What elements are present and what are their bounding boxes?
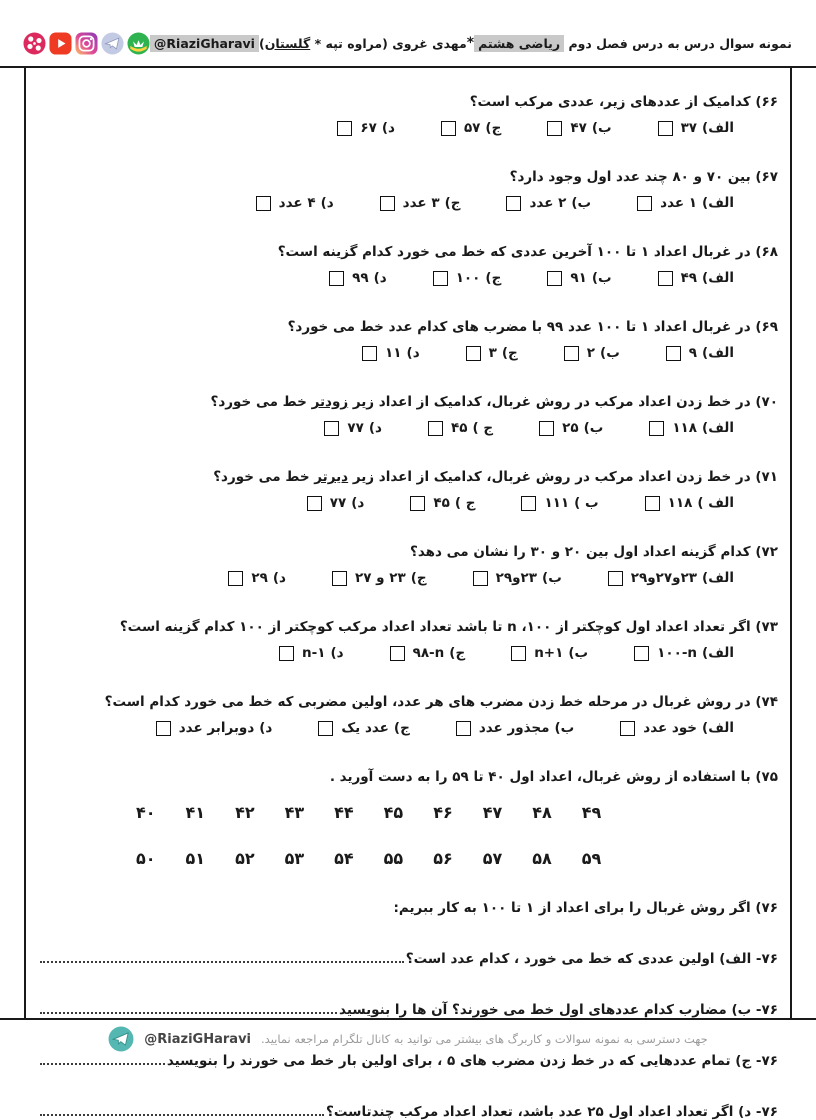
- sieve-number[interactable]: ۵۱: [185, 849, 206, 868]
- question-block: [36, 617, 778, 664]
- option-checkbox[interactable]: [473, 571, 488, 586]
- sieve-number[interactable]: ۵۲: [235, 849, 255, 868]
- option-checkbox[interactable]: [156, 721, 171, 736]
- option: [511, 645, 588, 661]
- question-text-part: ۷۲) کدام گزینه اعداد اول بین ۲۰ و ۳۰ را نشان می دهد؟: [409, 544, 778, 560]
- sieve-numbers-row-40-49: [136, 803, 601, 822]
- option: [608, 570, 734, 586]
- question-subitem: [36, 984, 778, 1018]
- subitem-text: ۷۶- د) اگر تعداد اعداد اول ۲۵ عدد باشد، تعداد اعداد مرکب چندتاست؟: [326, 1104, 778, 1120]
- option-checkbox[interactable]: [428, 421, 443, 436]
- sieve-number[interactable]: ۴۴: [334, 803, 354, 822]
- option: [666, 345, 734, 361]
- sieve-number[interactable]: ۴۷: [482, 803, 503, 822]
- option-value: ۴۵: [450, 420, 468, 436]
- option-value: ۳: [488, 345, 497, 361]
- option-value: ۲۳و۲۹: [495, 570, 538, 586]
- option-checkbox[interactable]: [318, 721, 333, 736]
- question-text-part: ۷۴) در روش غربال در مرحله خط زدن مضرب های هر عدد، اولین مضربی که خط می خورد کدام است؟: [104, 694, 778, 710]
- option-checkbox[interactable]: [620, 721, 635, 736]
- option-value: ۴۷: [570, 120, 587, 136]
- author-province: گلستان: [264, 35, 311, 51]
- option-value: ۲ عدد: [529, 195, 567, 211]
- subitem-text: ۷۶- ب) مضارب کدام عددهای اول خط می خورند؟ آن ها را بنویسید: [339, 1002, 778, 1018]
- question-text: [36, 92, 778, 112]
- option-label: ج): [485, 270, 502, 286]
- question-text-part: ۶۸) در غربال اعداد ۱ تا ۱۰۰ آخرین عددی که خط می خورد کدام گزینه است؟: [277, 244, 778, 260]
- option-checkbox[interactable]: [634, 646, 649, 661]
- option-label: ب): [600, 345, 620, 361]
- option-checkbox[interactable]: [441, 121, 456, 136]
- option-label: د): [351, 495, 365, 511]
- option-value: ۱۰۰: [455, 270, 481, 286]
- option-label: ج): [393, 720, 410, 736]
- option-value: ۲۳ و ۲۷: [354, 570, 406, 586]
- sieve-number[interactable]: ۵۴: [334, 849, 354, 868]
- sieve-number[interactable]: ۴۱: [185, 803, 206, 822]
- option-value: ۳۷: [680, 120, 698, 136]
- sieve-number[interactable]: ۵۶: [433, 849, 453, 868]
- option: [362, 345, 420, 361]
- option-label: ج): [485, 120, 502, 136]
- question-block: [36, 92, 778, 139]
- option-label: د): [373, 270, 387, 286]
- option-label: د): [330, 645, 344, 661]
- options-row: [36, 717, 778, 739]
- option-value: عدد یک: [341, 720, 389, 736]
- page-footer: [0, 1024, 816, 1054]
- options-row: [36, 342, 778, 364]
- options-row: [36, 117, 778, 139]
- option: [658, 270, 734, 286]
- options-row: [36, 417, 778, 439]
- option-value: ۴ عدد: [278, 195, 316, 211]
- option: [539, 420, 603, 436]
- option-checkbox[interactable]: [645, 496, 660, 511]
- question-text: ۷۵) با استفاده از روش غربال، اعداد اول ۴۰ تا ۵۹ را به دست آورید .: [329, 769, 778, 785]
- question-text-part: ۷۱) در خط زدن اعداد مرکب در روش غربال، کدامیک از اعداد زیر: [348, 469, 778, 485]
- option-label: ج): [501, 345, 518, 361]
- footer-handle: @RiaziGHaravi: [144, 1031, 251, 1047]
- option-checkbox[interactable]: [666, 346, 681, 361]
- question-text-part: خط می خورد؟: [213, 469, 315, 485]
- option: [564, 345, 620, 361]
- header-handle: @RiaziGharavi: [150, 35, 259, 52]
- subitem-text: ۷۶- ج) تمام عددهایی که در خط زدن مضرب های ۵ ، برای اولین بار خط می خورند را بنویسید: [166, 1053, 778, 1069]
- option-checkbox[interactable]: [649, 421, 664, 436]
- social-icons: [23, 32, 150, 55]
- option: [228, 570, 286, 586]
- option: [456, 720, 574, 736]
- question-text: [36, 542, 778, 562]
- option: [645, 495, 734, 511]
- option-label: د): [272, 570, 286, 586]
- option-value: ۴۵: [433, 495, 450, 511]
- sieve-number[interactable]: ۴۰: [136, 803, 156, 822]
- option-label: ب): [591, 270, 612, 286]
- option-checkbox[interactable]: [506, 196, 521, 211]
- option-checkbox[interactable]: [547, 271, 562, 286]
- option-value: مجذور عدد: [478, 720, 550, 736]
- option-label: ب): [554, 720, 575, 736]
- option-value: خود عدد: [643, 720, 698, 736]
- header-author: [259, 36, 467, 51]
- question-text-part: خط می خورد؟: [210, 394, 312, 410]
- author-paren: ): [258, 35, 265, 51]
- question-text-part: ۷۳) اگر تعداد اعداد اول کوچکتر از ۱۰۰، n تا باشد تعداد اعداد مرکب کوچکتر از ۱۰۰ کدام گزینه است؟: [119, 619, 778, 635]
- sieve-number[interactable]: ۴۳: [284, 803, 305, 822]
- question-block: [36, 317, 778, 364]
- question-text: [36, 692, 778, 712]
- option-value: n-۱: [302, 645, 326, 661]
- option-value: ۷۷: [347, 420, 364, 436]
- options-row: [36, 492, 778, 514]
- option-value: ۱ عدد: [660, 195, 698, 211]
- answer-line: [40, 961, 404, 963]
- option: [441, 120, 501, 136]
- option-checkbox[interactable]: [324, 421, 339, 436]
- option-label: الف): [702, 570, 734, 586]
- option: [428, 420, 493, 436]
- option-value: ۱۱۱: [544, 495, 570, 511]
- answer-line: [40, 1114, 324, 1116]
- option-checkbox[interactable]: [380, 196, 395, 211]
- option-label: ب): [542, 570, 562, 586]
- options-row: [36, 567, 778, 589]
- sieve-number[interactable]: ۴۸: [532, 803, 552, 822]
- option-checkbox[interactable]: [410, 496, 425, 511]
- option: [473, 570, 562, 586]
- question-underlined-word: زودتر: [311, 394, 349, 410]
- sieve-number[interactable]: ۵۳: [284, 849, 305, 868]
- option-checkbox[interactable]: [390, 646, 405, 661]
- answer-line: [40, 1012, 337, 1014]
- option-value: ۹۱: [570, 270, 587, 286]
- option-label: ج): [410, 570, 427, 586]
- sieve-number[interactable]: ۴۶: [433, 803, 453, 822]
- sieve-number[interactable]: ۵۹: [581, 849, 602, 868]
- option-label: د): [406, 345, 420, 361]
- option-label: الف ): [697, 495, 734, 511]
- question-subitem: [36, 1086, 778, 1120]
- option: [279, 645, 344, 661]
- header-title-text: نمونه سوال درس به درس فصل دوم: [568, 35, 792, 51]
- option-value: ۲۳و۲۷و۲۹: [630, 570, 698, 586]
- option-checkbox[interactable]: [547, 121, 562, 136]
- option-value: ۹۹: [352, 270, 369, 286]
- option-label: د): [259, 720, 273, 736]
- option-value: ۱۱۸: [672, 420, 698, 436]
- option-value: n+۱: [534, 645, 564, 661]
- option-value: ۲۹: [251, 570, 268, 586]
- question-block: [36, 242, 778, 289]
- option-label: الف): [702, 120, 734, 136]
- question-text: [36, 392, 778, 412]
- sieve-numbers-row-50-59: [136, 849, 601, 868]
- header-separator: *: [466, 35, 475, 51]
- options-row: [36, 642, 778, 664]
- option: [256, 195, 334, 211]
- option-label: ب): [568, 645, 589, 661]
- option-checkbox[interactable]: [564, 346, 579, 361]
- option-checkbox[interactable]: [332, 571, 347, 586]
- option-label: ج ): [454, 495, 476, 511]
- header-title-highlight: ریاضی هشتم: [474, 35, 564, 52]
- question-text: [36, 617, 778, 637]
- question-text: [36, 317, 778, 337]
- page-header: [52, 24, 792, 62]
- option-value: ۹۸-n: [412, 645, 445, 661]
- questions-list: [36, 92, 778, 739]
- option: [649, 420, 734, 436]
- option-value: ۱۰۰-n: [657, 645, 698, 661]
- options-row: [36, 192, 778, 214]
- option: [658, 120, 734, 136]
- answer-line: [40, 1063, 165, 1065]
- option-checkbox[interactable]: [362, 346, 377, 361]
- option-checkbox[interactable]: [466, 346, 481, 361]
- option-checkbox[interactable]: [658, 121, 673, 136]
- question-block: [36, 692, 778, 739]
- question-text-part: ۶۶) کدامیک از عددهای زیر، عددی مرکب است؟: [469, 94, 778, 110]
- option-checkbox[interactable]: [521, 496, 536, 511]
- option-label: الف): [702, 345, 734, 361]
- option-label: ب): [571, 195, 592, 211]
- option-value: ۷۷: [329, 495, 347, 511]
- option-value: ۵۷: [463, 120, 481, 136]
- question-block: [36, 542, 778, 589]
- option: [521, 495, 598, 511]
- question-76: [36, 900, 778, 1120]
- option-label: الف): [702, 720, 734, 736]
- question-text-part: ۶۹) در غربال اعداد ۱ تا ۱۰۰ عدد ۹۹ با مضرب های کدام عدد خط می خورد؟: [287, 319, 778, 335]
- question-text-part: ۷۰) در خط زدن اعداد مرکب در روش غربال، کدامیک از اعداد زیر: [348, 394, 778, 410]
- option-checkbox[interactable]: [608, 571, 623, 586]
- sieve-number[interactable]: ۵۸: [532, 849, 552, 868]
- sieve-number[interactable]: ۵۵: [383, 849, 404, 868]
- sieve-number[interactable]: ۴۹: [581, 803, 602, 822]
- sieve-number[interactable]: ۵۷: [482, 849, 503, 868]
- option-label: د): [320, 195, 334, 211]
- author-text: مهدی غروی (مراوه تپه *: [310, 35, 467, 51]
- option-value: دوبرابر عدد: [178, 720, 255, 736]
- question-text: [36, 467, 778, 487]
- option-checkbox[interactable]: [433, 271, 448, 286]
- question-underlined-word: دیرتر: [314, 469, 349, 485]
- subitem-text: ۷۶- الف) اولین عددی که خط می خورد ، کدام عدد است؟: [405, 951, 778, 967]
- option: [332, 570, 427, 586]
- option: [620, 720, 734, 736]
- option-checkbox[interactable]: [456, 721, 471, 736]
- question-text: ۷۶) اگر روش غربال را برای اعداد از ۱ تا ۱۰۰ به کار ببریم:: [393, 900, 778, 916]
- option: [506, 195, 591, 211]
- option-checkbox[interactable]: [307, 496, 322, 511]
- option-checkbox[interactable]: [256, 196, 271, 211]
- instagram-icon[interactable]: [75, 32, 98, 55]
- option-label: الف): [702, 270, 734, 286]
- question-block: [36, 467, 778, 514]
- option: [318, 720, 409, 736]
- option: [380, 195, 461, 211]
- option-checkbox[interactable]: [539, 421, 554, 436]
- option: [324, 420, 382, 436]
- option-label: الف): [702, 420, 734, 436]
- aparat-icon[interactable]: [23, 32, 46, 55]
- option-value: ۹: [688, 345, 698, 361]
- question-block: [36, 392, 778, 439]
- option-label: ب): [583, 420, 604, 436]
- question-75: [36, 767, 778, 868]
- question-text: [36, 242, 778, 262]
- option-label: د): [368, 420, 382, 436]
- option: [466, 345, 518, 361]
- option-checkbox[interactable]: [228, 571, 243, 586]
- option: [329, 270, 387, 286]
- option-value: ۲۵: [562, 420, 579, 436]
- sieve-number[interactable]: ۴۵: [383, 803, 404, 822]
- footer-note: جهت دسترسی به نمونه سوالات و کاربرگ های بیشتر می توانید به کانال تلگرام مراجعه نمایید.: [261, 1032, 708, 1046]
- option: [337, 120, 395, 136]
- option-checkbox[interactable]: [511, 646, 526, 661]
- option-value: ۱۱۸: [667, 495, 693, 511]
- option: [634, 645, 734, 661]
- option-checkbox[interactable]: [658, 271, 673, 286]
- sieve-number[interactable]: ۵۰: [136, 849, 156, 868]
- telegram-icon[interactable]: [101, 32, 124, 55]
- option-checkbox[interactable]: [637, 196, 652, 211]
- option-value: ۲: [586, 345, 596, 361]
- youtube-icon[interactable]: [49, 32, 72, 55]
- options-row: [36, 267, 778, 289]
- option-value: ۱۱: [385, 345, 402, 361]
- option-label: ج): [449, 645, 466, 661]
- option: [307, 495, 365, 511]
- option: [410, 495, 475, 511]
- footer-divider: [0, 1018, 816, 1020]
- option-checkbox[interactable]: [279, 646, 294, 661]
- question-text-part: ۶۷) بین ۷۰ و ۸۰ چند عدد اول وجود دارد؟: [509, 169, 778, 185]
- option-label: الف): [702, 645, 734, 661]
- option-value: ۴۹: [680, 270, 698, 286]
- header-title: [474, 36, 792, 51]
- option-label: ب ): [574, 495, 599, 511]
- option: [547, 270, 611, 286]
- sieve-number[interactable]: ۴۲: [235, 803, 255, 822]
- option: [390, 645, 466, 661]
- option-label: د): [381, 120, 395, 136]
- question-block: [36, 167, 778, 214]
- option: [547, 120, 611, 136]
- question-text: [36, 167, 778, 187]
- option-value: ۶۷: [360, 120, 377, 136]
- option: [156, 720, 273, 736]
- option-checkbox[interactable]: [337, 121, 352, 136]
- option: [637, 195, 734, 211]
- telegram-icon[interactable]: [108, 1026, 134, 1052]
- option-label: ب): [591, 120, 612, 136]
- question-subitem: [36, 933, 778, 967]
- option: [433, 270, 502, 286]
- option-label: ج ): [472, 420, 494, 436]
- bale-icon[interactable]: [127, 32, 150, 55]
- option-value: ۳ عدد: [402, 195, 440, 211]
- option-label: الف): [702, 195, 734, 211]
- option-label: ج): [444, 195, 461, 211]
- option-checkbox[interactable]: [329, 271, 344, 286]
